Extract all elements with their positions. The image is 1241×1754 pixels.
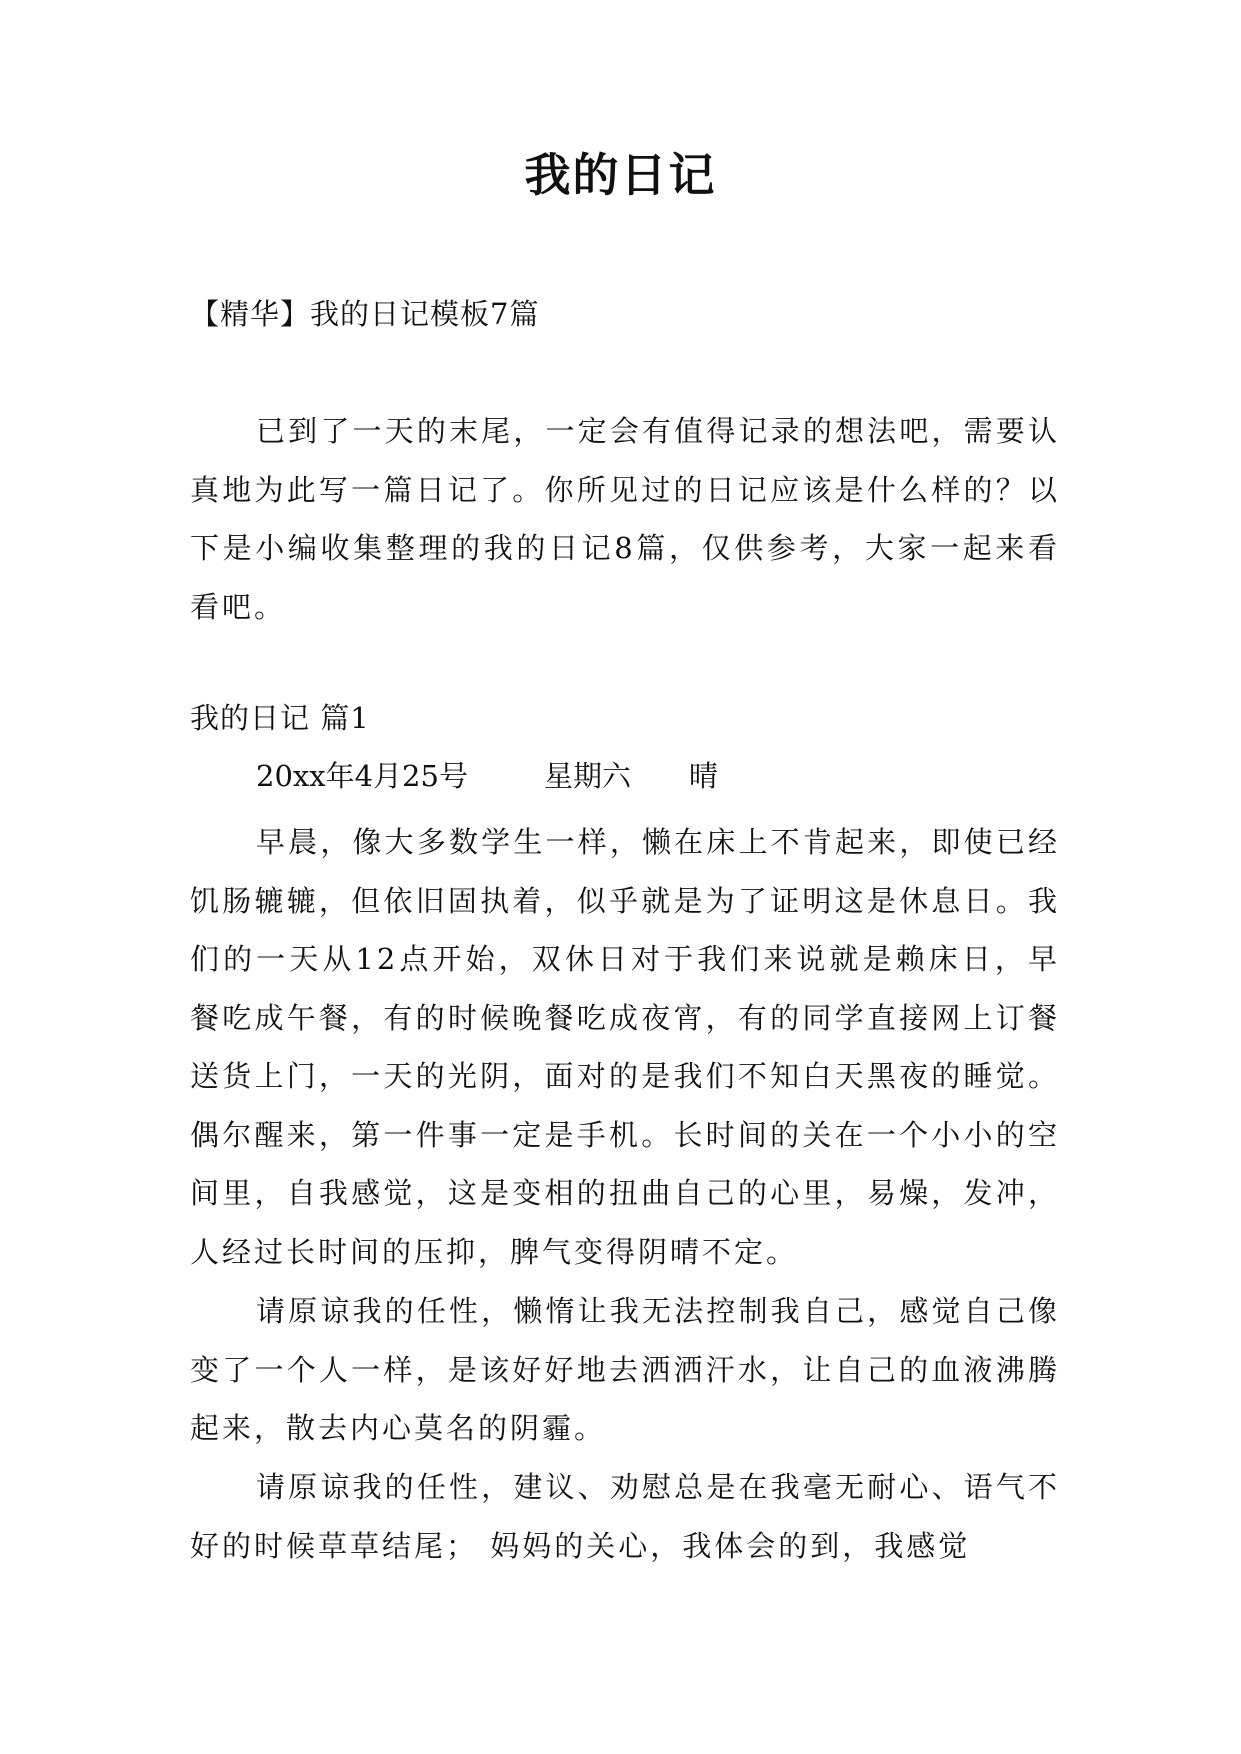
- body-paragraph: 早晨，像大多数学生一样，懒在床上不肯起来，即使已经饥肠辘辘，但依旧固执着，似乎就是为了证明这是休息日。我们的一天从12点开始，双休日对于我们来说就是赖床日，早餐吃成午餐，有的时候晚餐吃成夜宵，有的同学直接网上订餐送货上门，一天的光阴，面对的是我们不知白天黑夜的睡觉。偶尔醒来，第一件事一定是手机。长时间的关在一个小小的空间里，自我感觉，这是变相的扭曲自己的心里，易燥，发冲，人经过长时间的压抑，脾气变得阴晴不定。: [190, 825, 1060, 1269]
- body-paragraph: 请原谅我的任性，建议、劝慰总是在我毫无耐心、语气不好的时候草草结尾； 妈妈的关心，我体会的到，我感觉: [190, 1470, 1060, 1563]
- body-paragraph: 请原谅我的任性，懒惰让我无法控制我自己，感觉自己像变了一个人一样，是该好好地去洒洒汗水，让自己的血液沸腾起来，散去内心莫名的阴霾。: [190, 1294, 1060, 1445]
- document-subtitle: 【精华】我的日记模板7篇: [190, 297, 540, 331]
- entry-weekday: 星期六: [543, 759, 631, 793]
- entry-heading: 我的日记 篇1: [190, 701, 370, 735]
- entry-dateline: [256, 758, 718, 796]
- entry-weather: 晴: [688, 759, 718, 793]
- intro-paragraph: 已到了一天的末尾，一定会有值得记录的想法吧，需要认真地为此写一篇日记了。你所见过的日记应该是什么样的？以下是小编收集整理的我的日记8篇，仅供参考，大家一起来看看吧。: [190, 414, 1060, 624]
- document-title: 我的日记: [524, 148, 717, 202]
- entry-date: 20xx年4月25号: [256, 759, 468, 793]
